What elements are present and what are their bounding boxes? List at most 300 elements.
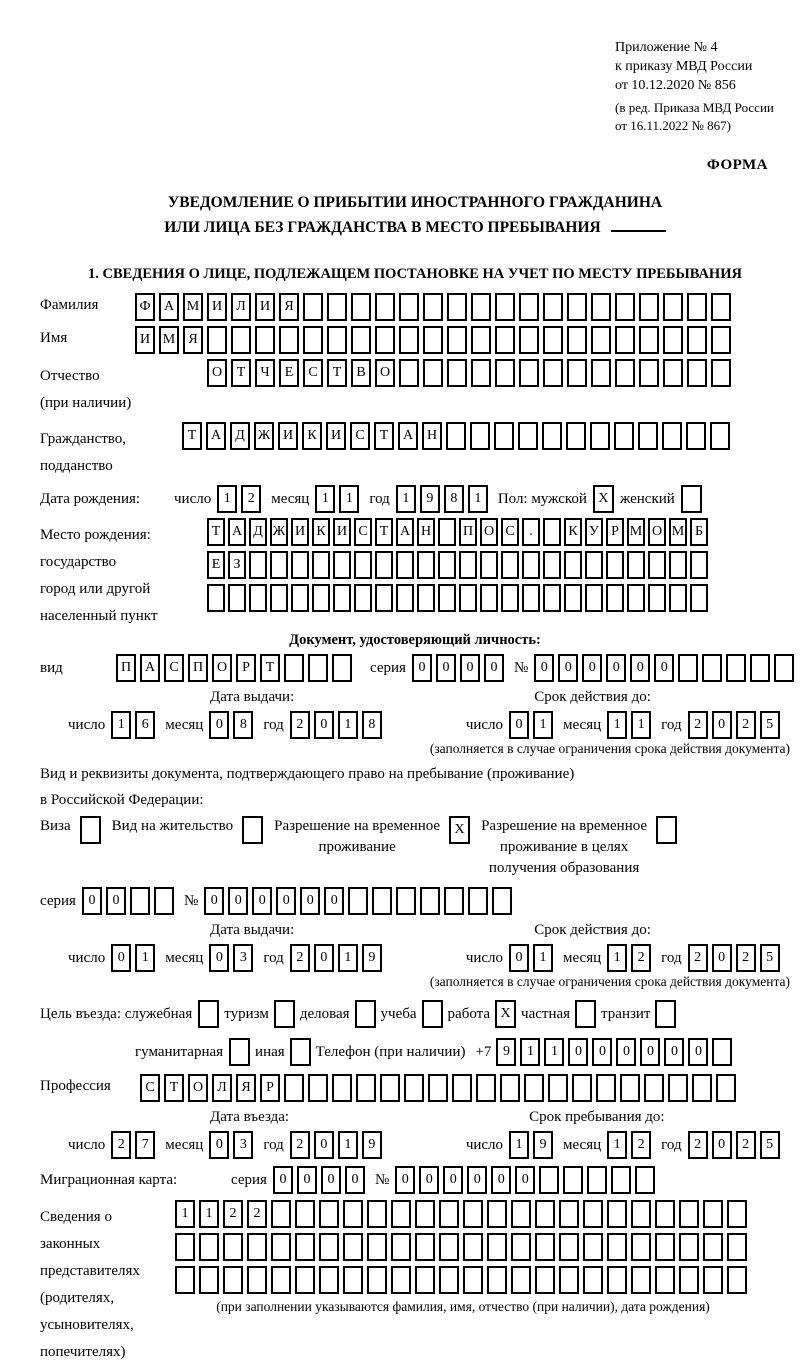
char-cell[interactable] (727, 1200, 747, 1228)
char-cell[interactable]: 0 (321, 1166, 341, 1194)
char-cell[interactable] (399, 326, 419, 354)
char-cell[interactable] (591, 293, 611, 321)
char-cell[interactable]: И (291, 518, 309, 546)
doc-series-cells[interactable] (412, 654, 508, 682)
char-cell[interactable] (631, 1266, 651, 1294)
char-cell[interactable]: 1 (199, 1200, 219, 1228)
char-cell[interactable]: И (333, 518, 351, 546)
char-cell[interactable] (494, 422, 514, 450)
char-cell[interactable] (438, 584, 456, 612)
char-cell[interactable]: 0 (592, 1038, 612, 1066)
char-cell[interactable] (679, 1233, 699, 1261)
char-cell[interactable] (399, 293, 419, 321)
char-cell[interactable] (631, 1200, 651, 1228)
char-cell[interactable] (727, 1266, 747, 1294)
char-cell[interactable] (703, 1200, 723, 1228)
char-cell[interactable]: 0 (443, 1166, 463, 1194)
purpose-other-checkbox[interactable] (290, 1038, 311, 1066)
char-cell[interactable] (655, 1200, 675, 1228)
char-cell[interactable] (501, 584, 519, 612)
char-cell[interactable]: М (183, 293, 203, 321)
char-cell[interactable] (354, 551, 372, 579)
char-cell[interactable] (417, 551, 435, 579)
char-cell[interactable]: С (354, 518, 372, 546)
stay-year-cells[interactable] (688, 1131, 784, 1159)
char-cell[interactable] (367, 1266, 387, 1294)
char-cell[interactable] (620, 1074, 640, 1102)
char-cell[interactable] (175, 1233, 195, 1261)
char-cell[interactable] (711, 359, 731, 387)
rvp-number-cells[interactable] (204, 887, 516, 915)
char-cell[interactable]: С (140, 1074, 160, 1102)
char-cell[interactable]: С (350, 422, 370, 450)
char-cell[interactable]: М (627, 518, 645, 546)
char-cell[interactable]: Е (207, 551, 225, 579)
char-cell[interactable] (710, 422, 730, 450)
char-cell[interactable]: 2 (111, 1131, 131, 1159)
char-cell[interactable]: 0 (436, 654, 456, 682)
char-cell[interactable]: 0 (412, 654, 432, 682)
char-cell[interactable] (495, 326, 515, 354)
char-cell[interactable] (511, 1233, 531, 1261)
char-cell[interactable] (396, 584, 414, 612)
char-cell[interactable]: О (207, 359, 227, 387)
char-cell[interactable] (312, 584, 330, 612)
temp-residence-edu-checkbox[interactable] (656, 816, 677, 844)
char-cell[interactable]: Р (606, 518, 624, 546)
char-cell[interactable]: Я (183, 326, 203, 354)
char-cell[interactable] (291, 551, 309, 579)
char-cell[interactable]: И (278, 422, 298, 450)
char-cell[interactable] (607, 1233, 627, 1261)
char-cell[interactable] (247, 1266, 267, 1294)
char-cell[interactable]: Т (164, 1074, 184, 1102)
char-cell[interactable]: 0 (509, 711, 529, 739)
char-cell[interactable]: 8 (362, 711, 382, 739)
char-cell[interactable] (199, 1266, 219, 1294)
char-cell[interactable]: 2 (247, 1200, 267, 1228)
char-cell[interactable] (524, 1074, 544, 1102)
char-cell[interactable]: Ф (135, 293, 155, 321)
char-cell[interactable] (270, 584, 288, 612)
stay-day-cells[interactable] (509, 1131, 557, 1159)
char-cell[interactable]: Е (279, 359, 299, 387)
char-cell[interactable] (223, 1266, 243, 1294)
purpose-study-checkbox[interactable] (422, 1000, 443, 1028)
char-cell[interactable] (591, 326, 611, 354)
given-name-cells[interactable] (135, 326, 735, 354)
char-cell[interactable]: Ч (255, 359, 275, 387)
char-cell[interactable] (130, 887, 150, 915)
char-cell[interactable]: Т (327, 359, 347, 387)
char-cell[interactable] (354, 584, 372, 612)
char-cell[interactable] (476, 1074, 496, 1102)
birth-place-cells-row2[interactable] (207, 551, 711, 579)
char-cell[interactable]: 0 (515, 1166, 535, 1194)
char-cell[interactable] (614, 422, 634, 450)
char-cell[interactable]: З (228, 551, 246, 579)
rvp-issue-day-cells[interactable] (111, 944, 159, 972)
char-cell[interactable]: 0 (582, 654, 602, 682)
char-cell[interactable] (487, 1200, 507, 1228)
char-cell[interactable] (375, 293, 395, 321)
char-cell[interactable]: Т (374, 422, 394, 450)
char-cell[interactable] (154, 887, 174, 915)
char-cell[interactable]: 0 (209, 711, 229, 739)
char-cell[interactable] (303, 326, 323, 354)
char-cell[interactable] (611, 1166, 631, 1194)
char-cell[interactable] (690, 551, 708, 579)
char-cell[interactable] (583, 1233, 603, 1261)
char-cell[interactable] (655, 1233, 675, 1261)
char-cell[interactable] (343, 1266, 363, 1294)
char-cell[interactable] (567, 359, 587, 387)
char-cell[interactable] (690, 584, 708, 612)
char-cell[interactable] (438, 518, 456, 546)
sex-female-checkbox[interactable] (681, 485, 702, 513)
char-cell[interactable] (750, 654, 770, 682)
purpose-humanitarian-checkbox[interactable] (229, 1038, 250, 1066)
char-cell[interactable]: 2 (736, 711, 756, 739)
char-cell[interactable] (327, 293, 347, 321)
char-cell[interactable] (423, 359, 443, 387)
char-cell[interactable]: 1 (175, 1200, 195, 1228)
char-cell[interactable] (415, 1233, 435, 1261)
char-cell[interactable] (308, 654, 328, 682)
char-cell[interactable] (539, 1166, 559, 1194)
char-cell[interactable]: 0 (106, 887, 126, 915)
char-cell[interactable]: Т (375, 518, 393, 546)
char-cell[interactable]: Т (182, 422, 202, 450)
char-cell[interactable]: 1 (533, 944, 553, 972)
char-cell[interactable] (615, 326, 635, 354)
char-cell[interactable]: 0 (314, 711, 334, 739)
char-cell[interactable]: Д (230, 422, 250, 450)
char-cell[interactable] (319, 1266, 339, 1294)
char-cell[interactable] (391, 1200, 411, 1228)
char-cell[interactable]: 8 (444, 485, 464, 513)
char-cell[interactable] (639, 359, 659, 387)
char-cell[interactable]: 1 (338, 1131, 358, 1159)
char-cell[interactable]: 0 (111, 944, 131, 972)
surname-cells[interactable] (135, 293, 735, 321)
char-cell[interactable]: 0 (688, 1038, 708, 1066)
char-cell[interactable] (380, 1074, 400, 1102)
char-cell[interactable]: 2 (223, 1200, 243, 1228)
char-cell[interactable] (447, 326, 467, 354)
doc-issue-month-cells[interactable] (209, 711, 257, 739)
char-cell[interactable] (519, 326, 539, 354)
char-cell[interactable]: Т (231, 359, 251, 387)
char-cell[interactable] (564, 551, 582, 579)
char-cell[interactable] (687, 293, 707, 321)
char-cell[interactable]: О (648, 518, 666, 546)
char-cell[interactable]: Т (260, 654, 280, 682)
char-cell[interactable]: 2 (736, 944, 756, 972)
char-cell[interactable] (687, 326, 707, 354)
doc-valid-day-cells[interactable] (509, 711, 557, 739)
char-cell[interactable] (703, 1233, 723, 1261)
char-cell[interactable]: В (351, 359, 371, 387)
char-cell[interactable] (615, 359, 635, 387)
char-cell[interactable] (638, 422, 658, 450)
char-cell[interactable] (452, 1074, 472, 1102)
char-cell[interactable] (446, 422, 466, 450)
char-cell[interactable] (635, 1166, 655, 1194)
char-cell[interactable]: С (501, 518, 519, 546)
char-cell[interactable]: 0 (345, 1166, 365, 1194)
char-cell[interactable] (332, 1074, 352, 1102)
char-cell[interactable]: 0 (712, 944, 732, 972)
rvp-valid-year-cells[interactable] (688, 944, 784, 972)
char-cell[interactable] (644, 1074, 664, 1102)
char-cell[interactable]: С (164, 654, 184, 682)
char-cell[interactable] (615, 293, 635, 321)
char-cell[interactable] (480, 551, 498, 579)
char-cell[interactable]: Н (422, 422, 442, 450)
char-cell[interactable]: 1 (607, 944, 627, 972)
char-cell[interactable] (391, 1266, 411, 1294)
char-cell[interactable] (372, 887, 392, 915)
char-cell[interactable] (566, 422, 586, 450)
char-cell[interactable] (567, 293, 587, 321)
char-cell[interactable] (327, 326, 347, 354)
char-cell[interactable]: 0 (712, 1131, 732, 1159)
char-cell[interactable] (678, 654, 698, 682)
representatives-cells-row1[interactable] (175, 1200, 751, 1228)
char-cell[interactable] (563, 1166, 583, 1194)
doc-type-cells[interactable] (116, 654, 356, 682)
rvp-valid-month-cells[interactable] (607, 944, 655, 972)
char-cell[interactable] (367, 1200, 387, 1228)
char-cell[interactable] (627, 551, 645, 579)
char-cell[interactable] (439, 1233, 459, 1261)
char-cell[interactable]: И (207, 293, 227, 321)
char-cell[interactable]: П (459, 518, 477, 546)
char-cell[interactable]: Ж (270, 518, 288, 546)
char-cell[interactable] (726, 654, 746, 682)
char-cell[interactable] (519, 359, 539, 387)
doc-issue-year-cells[interactable] (290, 711, 386, 739)
char-cell[interactable]: 0 (252, 887, 272, 915)
char-cell[interactable]: 2 (241, 485, 261, 513)
char-cell[interactable] (333, 584, 351, 612)
char-cell[interactable] (295, 1233, 315, 1261)
char-cell[interactable] (199, 1233, 219, 1261)
char-cell[interactable]: Ж (254, 422, 274, 450)
char-cell[interactable]: 1 (338, 711, 358, 739)
char-cell[interactable]: 0 (276, 887, 296, 915)
rvp-issue-year-cells[interactable] (290, 944, 386, 972)
char-cell[interactable]: 2 (631, 1131, 651, 1159)
char-cell[interactable]: 5 (760, 1131, 780, 1159)
citizenship-cells[interactable] (182, 422, 734, 450)
char-cell[interactable]: 6 (135, 711, 155, 739)
char-cell[interactable]: 1 (468, 485, 488, 513)
char-cell[interactable] (591, 359, 611, 387)
char-cell[interactable]: 1 (509, 1131, 529, 1159)
char-cell[interactable] (284, 1074, 304, 1102)
char-cell[interactable] (511, 1200, 531, 1228)
entry-day-cells[interactable] (111, 1131, 159, 1159)
char-cell[interactable] (463, 1200, 483, 1228)
char-cell[interactable]: 1 (544, 1038, 564, 1066)
char-cell[interactable]: П (188, 654, 208, 682)
char-cell[interactable]: 0 (491, 1166, 511, 1194)
char-cell[interactable]: Я (279, 293, 299, 321)
char-cell[interactable] (590, 422, 610, 450)
purpose-transit-checkbox[interactable] (655, 1000, 676, 1028)
representatives-cells-row2[interactable] (175, 1233, 751, 1261)
char-cell[interactable]: 0 (534, 654, 554, 682)
char-cell[interactable] (607, 1266, 627, 1294)
char-cell[interactable]: 0 (568, 1038, 588, 1066)
char-cell[interactable]: 0 (209, 944, 229, 972)
char-cell[interactable]: . (522, 518, 540, 546)
char-cell[interactable]: Р (236, 654, 256, 682)
char-cell[interactable]: Б (690, 518, 708, 546)
char-cell[interactable] (391, 1233, 411, 1261)
char-cell[interactable]: И (326, 422, 346, 450)
char-cell[interactable] (231, 326, 251, 354)
char-cell[interactable]: 3 (233, 1131, 253, 1159)
purpose-business-checkbox[interactable] (355, 1000, 376, 1028)
visa-checkbox[interactable] (80, 816, 101, 844)
char-cell[interactable]: Я (236, 1074, 256, 1102)
char-cell[interactable]: 9 (362, 1131, 382, 1159)
char-cell[interactable]: 1 (135, 944, 155, 972)
char-cell[interactable]: 9 (496, 1038, 516, 1066)
char-cell[interactable] (271, 1266, 291, 1294)
char-cell[interactable] (692, 1074, 712, 1102)
char-cell[interactable] (702, 654, 722, 682)
purpose-tourism-checkbox[interactable] (274, 1000, 295, 1028)
char-cell[interactable] (343, 1200, 363, 1228)
char-cell[interactable] (447, 359, 467, 387)
char-cell[interactable]: 0 (509, 944, 529, 972)
phone-cells[interactable] (496, 1038, 736, 1066)
char-cell[interactable] (669, 584, 687, 612)
char-cell[interactable]: 0 (558, 654, 578, 682)
char-cell[interactable]: 2 (290, 1131, 310, 1159)
char-cell[interactable] (249, 551, 267, 579)
char-cell[interactable]: 9 (420, 485, 440, 513)
char-cell[interactable] (471, 293, 491, 321)
char-cell[interactable] (356, 1074, 376, 1102)
char-cell[interactable] (471, 326, 491, 354)
entry-year-cells[interactable] (290, 1131, 386, 1159)
char-cell[interactable] (648, 551, 666, 579)
char-cell[interactable] (639, 326, 659, 354)
char-cell[interactable] (351, 326, 371, 354)
char-cell[interactable]: К (312, 518, 330, 546)
char-cell[interactable] (543, 359, 563, 387)
char-cell[interactable]: 0 (664, 1038, 684, 1066)
char-cell[interactable]: 0 (297, 1166, 317, 1194)
doc-issue-day-cells[interactable] (111, 711, 159, 739)
char-cell[interactable]: Д (249, 518, 267, 546)
char-cell[interactable]: 0 (467, 1166, 487, 1194)
char-cell[interactable] (631, 1233, 651, 1261)
char-cell[interactable]: 9 (362, 944, 382, 972)
char-cell[interactable] (423, 293, 443, 321)
char-cell[interactable] (548, 1074, 568, 1102)
char-cell[interactable] (396, 551, 414, 579)
purpose-official-checkbox[interactable] (198, 1000, 219, 1028)
char-cell[interactable] (668, 1074, 688, 1102)
char-cell[interactable] (543, 584, 561, 612)
char-cell[interactable] (468, 887, 488, 915)
char-cell[interactable] (522, 551, 540, 579)
char-cell[interactable]: 1 (607, 1131, 627, 1159)
char-cell[interactable] (367, 1233, 387, 1261)
char-cell[interactable]: 0 (616, 1038, 636, 1066)
char-cell[interactable]: 1 (607, 711, 627, 739)
char-cell[interactable] (249, 584, 267, 612)
char-cell[interactable] (607, 1200, 627, 1228)
char-cell[interactable]: Л (212, 1074, 232, 1102)
char-cell[interactable]: 0 (314, 944, 334, 972)
char-cell[interactable] (228, 584, 246, 612)
char-cell[interactable]: 0 (395, 1166, 415, 1194)
residence-permit-checkbox[interactable] (242, 816, 263, 844)
char-cell[interactable]: 1 (631, 711, 651, 739)
char-cell[interactable] (333, 551, 351, 579)
char-cell[interactable] (480, 584, 498, 612)
char-cell[interactable] (175, 1266, 195, 1294)
char-cell[interactable] (606, 551, 624, 579)
char-cell[interactable] (500, 1074, 520, 1102)
char-cell[interactable]: 0 (228, 887, 248, 915)
char-cell[interactable] (663, 293, 683, 321)
char-cell[interactable] (255, 326, 275, 354)
char-cell[interactable] (447, 293, 467, 321)
char-cell[interactable]: 2 (631, 944, 651, 972)
char-cell[interactable] (343, 1233, 363, 1261)
char-cell[interactable]: 1 (520, 1038, 540, 1066)
char-cell[interactable] (572, 1074, 592, 1102)
char-cell[interactable] (319, 1233, 339, 1261)
char-cell[interactable] (663, 359, 683, 387)
char-cell[interactable]: 2 (290, 944, 310, 972)
char-cell[interactable] (399, 359, 419, 387)
purpose-work-checkbox[interactable]: X (495, 1000, 516, 1028)
char-cell[interactable] (655, 1266, 675, 1294)
char-cell[interactable] (492, 887, 512, 915)
char-cell[interactable]: А (228, 518, 246, 546)
char-cell[interactable] (511, 1266, 531, 1294)
char-cell[interactable] (583, 1266, 603, 1294)
char-cell[interactable] (332, 654, 352, 682)
char-cell[interactable] (438, 551, 456, 579)
char-cell[interactable]: Т (207, 518, 225, 546)
char-cell[interactable] (519, 293, 539, 321)
char-cell[interactable]: 9 (533, 1131, 553, 1159)
char-cell[interactable]: 1 (339, 485, 359, 513)
char-cell[interactable] (404, 1074, 424, 1102)
char-cell[interactable]: О (212, 654, 232, 682)
char-cell[interactable] (271, 1200, 291, 1228)
stay-month-cells[interactable] (607, 1131, 655, 1159)
char-cell[interactable] (662, 422, 682, 450)
birth-month-cells[interactable] (315, 485, 363, 513)
char-cell[interactable] (271, 1233, 291, 1261)
char-cell[interactable] (487, 1233, 507, 1261)
char-cell[interactable] (495, 293, 515, 321)
patronymic-cells[interactable] (207, 359, 735, 387)
char-cell[interactable]: И (135, 326, 155, 354)
char-cell[interactable] (303, 293, 323, 321)
